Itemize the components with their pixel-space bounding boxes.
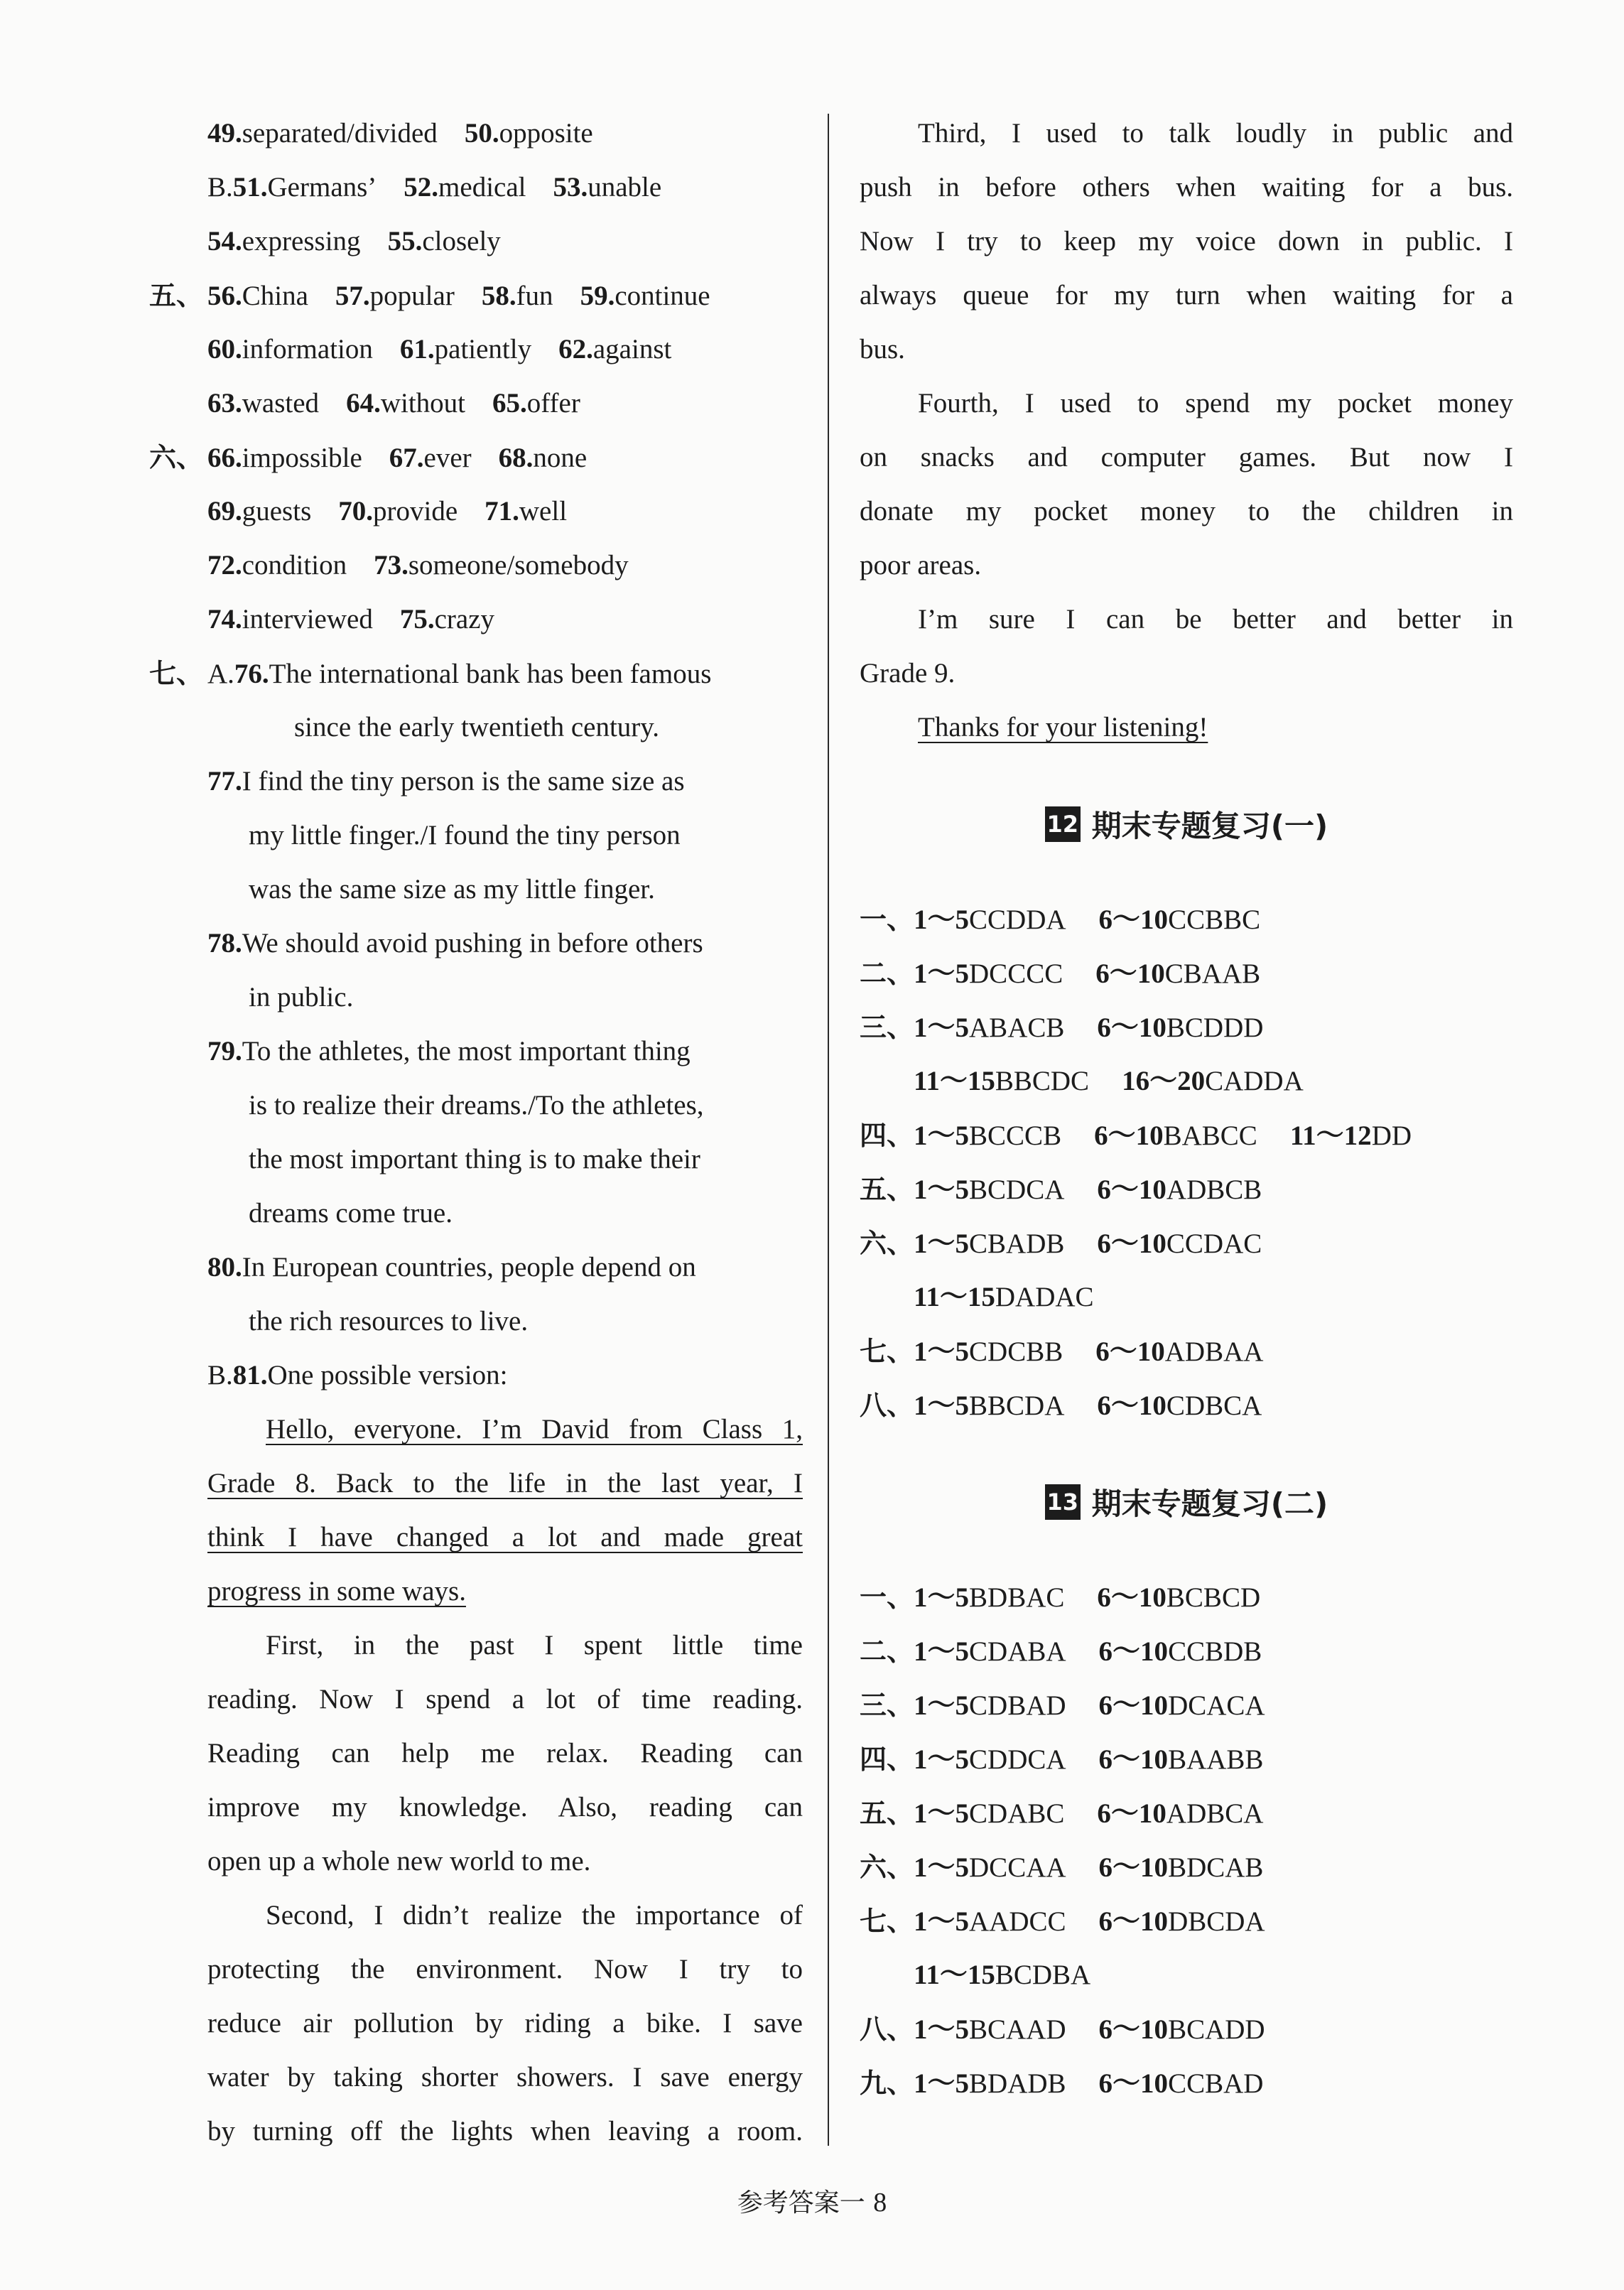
answer-row [860,1840,1513,1894]
answer-text: condition [242,550,347,580]
item-number: 73. [374,550,408,580]
answer-line [149,593,803,647]
section-marker: 六、 [860,1228,914,1259]
page-number: 8 [873,2188,887,2218]
answer-row [860,1216,1513,1270]
essay-line: Third, I used to talk loudly in public and [918,118,1513,148]
section-title: 期末专题复习(二) [1091,1486,1328,1521]
section-marker: 六、 [149,442,204,473]
range-label: 6～10 [1097,1798,1166,1829]
answer-row [860,1948,1513,2002]
answers: CBADB [969,1228,1065,1259]
answer-text: Germans’ [267,172,377,202]
section-marker: 七、 [860,1336,914,1367]
answers: ABACB [969,1012,1065,1043]
item-number: 49. [207,118,242,148]
range-label: 1～5 [914,1336,970,1367]
answer-row [860,892,1513,946]
essay-line: push in before others when waiting for a bus. [860,172,1513,202]
answers: ADBAA [1164,1336,1264,1367]
answers: DADAC [995,1282,1094,1312]
answer-line [149,377,803,431]
answers: CDBAD [969,1690,1066,1721]
range-label: 1～5 [914,1228,970,1259]
item-number: 54. [207,226,242,256]
section-marker: 九、 [860,2068,914,2099]
item-number: 68. [498,443,534,473]
answers: BBCDA [969,1390,1065,1421]
answer-text: information [242,334,373,364]
range-label: 1～5 [914,1798,970,1829]
item-number: 57. [335,281,370,311]
answer-text: dreams come true. [249,1198,453,1228]
answers: BDADB [969,2068,1066,2099]
answer-text: crazy [434,604,495,634]
item-number: 81. [232,1360,268,1390]
answers: BCDCA [969,1174,1065,1205]
range-label: 6～10 [1097,1390,1166,1421]
range-label: 6～10 [1095,958,1165,989]
answer-text: patiently [434,334,532,364]
answers: CCDAC [1166,1228,1262,1259]
sample-essay [149,1403,803,2159]
item-number: 51. [232,172,268,202]
essay-line: reading. Now I spend a lot of time reading. [207,1684,803,1714]
essay-line: I’m sure I can be better and better in [918,604,1513,634]
essay-text: progress in some ways. [207,1576,466,1606]
answer-text: medical [438,172,526,202]
item-number: 69. [207,496,242,526]
answer-line [149,161,803,215]
essay-line: Fourth, I used to spend my pocket money [918,388,1513,418]
essay-line: Hello, everyone. I’m David from Class 1, [266,1414,803,1444]
section-number-badge: 12 [1045,806,1081,842]
answer-text: someone/somebody [408,550,629,580]
item-number: 53. [553,172,588,202]
answers: CDDCA [969,1744,1066,1775]
answers: BCDDD [1166,1012,1264,1043]
item-number: 59. [580,281,615,311]
essay-line: donate my pocket money to the children in [860,496,1513,526]
answer-text: ever [423,443,472,473]
essay-line: First, in the past I spent little time [266,1630,803,1660]
item-number: 63. [207,388,242,418]
essay-line: on snacks and computer games. But now I [860,442,1513,472]
answer-line [149,971,803,1025]
answers: DBCDA [1168,1906,1265,1937]
answer-text: continue [615,281,710,311]
answers: CDBCA [1166,1390,1262,1421]
item-number: 64. [346,388,381,418]
range-label: 11～15 [914,1066,995,1096]
answer-text: since the early twentieth century. [294,712,660,742]
answer-row [860,1624,1513,1678]
item-number: 55. [387,226,423,256]
answer-row [860,946,1513,1000]
answer-row [860,1570,1513,1624]
item-number: 61. [399,334,435,364]
item-number: 62. [558,334,593,364]
range-label: 6～10 [1098,1636,1169,1667]
answer-text: closely [422,226,501,256]
range-label: 1～5 [914,1174,970,1205]
answer-line [149,1241,803,1295]
range-label: 1～5 [914,1120,970,1151]
answer-text: guests [242,496,312,526]
answers: BCBCD [1166,1582,1261,1613]
answer-text: wasted [242,388,320,418]
answer-text: To the athletes, the most important thing [242,1036,691,1066]
section-marker: 七、 [149,658,204,689]
answers: CCDDA [969,904,1066,935]
essay-line: bus. [860,334,905,364]
range-label: 1～5 [914,2068,970,2099]
item-number: 65. [492,388,527,418]
range-label: 6～10 [1097,1228,1166,1259]
part-label: B. [207,1360,233,1390]
item-number: 56. [207,281,242,311]
answer-text: in public. [249,982,354,1012]
answers: BCCCB [969,1120,1062,1151]
answers: ADBCA [1166,1798,1264,1829]
answer-text: was the same size as my little finger. [249,874,655,904]
item-number: 66. [207,443,242,473]
item-number: 78. [207,928,242,958]
item-number: 79. [207,1036,242,1066]
section-marker: 四、 [860,1120,914,1151]
answer-text: The international bank has been famous [269,659,712,689]
essay-line: always queue for my turn when waiting for a [860,280,1513,310]
answer-text: popular [369,281,455,311]
answers: DCCCC [969,958,1063,989]
item-number: 71. [485,496,519,526]
answers: BAABB [1168,1744,1264,1775]
footer-separator: 一 [839,2188,874,2218]
range-label: 1～5 [914,1012,970,1043]
answer-line [149,215,803,269]
essay-line: improve my knowledge. Also, reading can [207,1792,803,1822]
range-label: 1～5 [914,1390,970,1421]
range-label: 11～15 [914,1960,995,1990]
item-number: 80. [207,1252,242,1282]
item-number: 77. [207,766,242,796]
range-label: 6～10 [1098,904,1169,935]
essay-line: poor areas. [860,550,982,580]
section-number-badge: 13 [1045,1484,1081,1520]
answer-row [860,1270,1513,1324]
answer-line [149,269,803,323]
answers: CADDA [1205,1066,1304,1096]
item-number: 74. [207,604,242,634]
answer-row [860,1678,1513,1732]
answer-line [149,647,803,701]
range-label: 6～10 [1098,1744,1169,1775]
answer-text: expressing [242,226,361,256]
section-marker: 三、 [860,1012,914,1043]
answer-line [149,539,803,593]
right-column [860,107,1513,2110]
section-title: 期末专题复习(一) [1091,809,1328,843]
answers: BABCC [1163,1120,1257,1151]
answer-text: the rich resources to live. [249,1306,529,1336]
item-number: 76. [234,659,269,689]
answer-line [149,809,803,863]
section-marker: 八、 [860,1390,914,1421]
section-marker: 五、 [860,1798,914,1829]
section-marker: 二、 [860,958,914,989]
answer-line [149,1079,803,1133]
answers: DD [1371,1120,1412,1151]
answers: BCADD [1168,2014,1265,2045]
essay-line [207,1565,803,1619]
part-label: A. [207,659,234,689]
answer-line [149,755,803,809]
answer-line [149,107,803,161]
answer-line [149,917,803,971]
page-footer [0,2183,1624,2219]
answer-text: opposite [499,118,593,148]
answer-line [149,701,803,755]
answers: BCDBA [995,1960,1091,1990]
essay-line: water by taking shorter showers. I save energy [207,2062,803,2092]
answer-row [860,2056,1513,2110]
range-label: 6～10 [1097,1582,1166,1613]
answer-line [149,431,803,485]
answer-line [149,1295,803,1349]
range-label: 6～10 [1098,2068,1169,2099]
range-label: 16～20 [1122,1066,1206,1096]
answer-row [860,1000,1513,1054]
item-number: 52. [404,172,439,202]
answer-key-13 [860,1570,1513,2110]
answer-text: In European countries, people depend on [242,1252,696,1282]
range-label: 6～10 [1097,1174,1166,1205]
answer-row [860,1894,1513,1948]
range-label: 6～10 [1098,1852,1169,1883]
answer-text: impossible [242,443,362,473]
essay-line: think I have changed a lot and made great [207,1522,803,1552]
answers: CDABC [969,1798,1065,1829]
section-marker: 八、 [860,2014,914,2045]
answer-line [149,1025,803,1079]
range-label: 1～5 [914,2014,970,2045]
range-label: 6～10 [1098,1906,1169,1937]
answers: CDCBB [969,1336,1063,1367]
range-label: 1～5 [914,958,970,989]
range-label: 11～15 [914,1282,995,1312]
left-column [149,107,803,2159]
answer-text: my little finger./I found the tiny person [249,820,681,850]
answer-text: offer [526,388,580,418]
part-label: B. [207,172,233,202]
item-number: 72. [207,550,242,580]
answer-text: well [519,496,568,526]
item-number: 50. [464,118,499,148]
answers: CDABA [969,1636,1066,1667]
answers: CBAAB [1164,958,1261,989]
answer-line [149,1349,803,1403]
answer-text: the most important thing is to make their [249,1144,700,1174]
essay-continued [860,107,1513,755]
item-number: 60. [207,334,242,364]
answer-row [860,1054,1513,1108]
answers: CCBBC [1168,904,1261,935]
range-label: 1～5 [914,1906,970,1937]
section-marker: 六、 [860,1852,914,1883]
essay-line: Grade 9. [860,658,956,688]
section-marker: 一、 [860,1582,914,1613]
essay-line: by turning off the lights when leaving a room. [207,2116,803,2146]
answers: BBCDC [995,1066,1090,1096]
answer-line [149,485,803,539]
answer-text: none [533,443,588,473]
answer-row [860,1162,1513,1216]
essay-line: Second, I didn’t realize the importance of [266,1900,803,1930]
range-label: 1～5 [914,1852,970,1883]
answer-row [860,1324,1513,1378]
column-divider [828,114,829,2146]
answer-text: We should avoid pushing in before others [242,928,703,958]
range-label: 11～12 [1289,1120,1372,1151]
essay-line: Now I try to keep my voice down in public. I [860,226,1513,256]
answer-line [149,323,803,377]
answer-text: is to realize their dreams./To the athletes, [249,1090,704,1120]
answer-line [149,863,803,917]
range-label: 1～5 [914,1690,970,1721]
range-label: 6～10 [1097,1012,1166,1043]
answer-text: unable [588,172,662,202]
answers: BDBAC [969,1582,1065,1613]
section-heading-13 [860,1467,1513,1538]
essay-text: Thanks for your listening! [918,712,1208,742]
answer-row [860,1786,1513,1840]
range-label: 1～5 [914,1582,970,1613]
range-label: 1～5 [914,1744,970,1775]
range-label: 6～10 [1094,1120,1164,1151]
range-label: 6～10 [1095,1336,1165,1367]
answers: CCBAD [1168,2068,1264,2099]
item-number: 75. [399,604,435,634]
essay-line: Reading can help me relax. Reading can [207,1738,803,1768]
item-number: 67. [389,443,424,473]
answers: BCAAD [969,2014,1066,2045]
essay-line: open up a whole new world to me. [207,1846,591,1876]
section-marker: 五、 [149,280,204,311]
essay-line: reduce air pollution by riding a bike. I save [207,2008,803,2038]
section-marker: 四、 [860,1744,914,1775]
answer-text: separated/divided [242,118,438,148]
item-number: 70. [338,496,373,526]
answer-text: One possible version: [267,1360,508,1390]
answer-row [860,1108,1513,1162]
range-label: 6～10 [1098,2014,1169,2045]
answer-text: interviewed [242,604,373,634]
section-marker: 一、 [860,904,914,935]
section-heading-12 [860,789,1513,860]
answer-line [149,1187,803,1241]
answer-row [860,1378,1513,1432]
essay-line: Grade 8. Back to the life in the last year, I [207,1468,803,1498]
footer-label: 参考答案 [737,2188,840,2218]
answers: CCBDB [1168,1636,1262,1667]
answers: DCACA [1168,1690,1265,1721]
answer-row [860,2002,1513,2056]
section-marker: 二、 [860,1636,914,1667]
section-marker: 七、 [860,1906,914,1937]
section-marker: 三、 [860,1690,914,1721]
answer-text: I find the tiny person is the same size as [242,766,685,796]
range-label: 6～10 [1098,1690,1169,1721]
section-marker: 五、 [860,1174,914,1205]
answer-line [149,1133,803,1187]
answer-text: fun [516,281,553,311]
essay-line: protecting the environment. Now I try to [207,1954,803,1984]
answers: DCCAA [969,1852,1066,1883]
answer-key-12 [860,892,1513,1432]
answer-text: against [592,334,672,364]
answer-row [860,1732,1513,1786]
range-label: 1～5 [914,904,970,935]
answers: ADBCB [1166,1174,1262,1205]
item-number: 58. [481,281,516,311]
answer-text: without [380,388,465,418]
answer-text: China [242,281,308,311]
range-label: 1～5 [914,1636,970,1667]
answer-text: provide [373,496,458,526]
answers: BDCAB [1168,1852,1264,1883]
answers: AADCC [969,1906,1066,1937]
essay-line [860,701,1513,755]
